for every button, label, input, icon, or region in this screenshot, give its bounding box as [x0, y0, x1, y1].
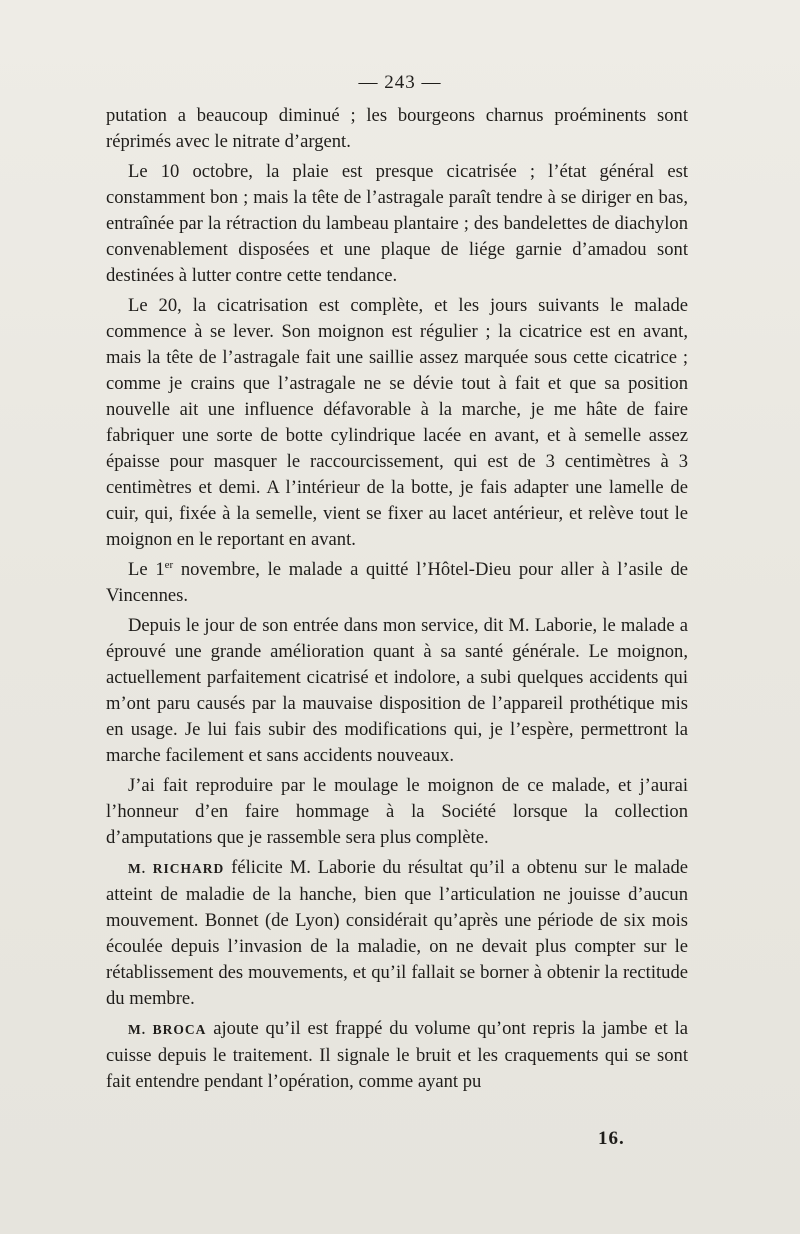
paragraph-october-20: Le 20, la cicatrisation est complète, et les jours suivants le malade commence à se lever. Son moignon est régulier ; la cicatrice est en avant, mais la tête de l’astragale fait une saillie assez marquée sous cette cicatrice ; comme je crains que l’astragale ne se dévie tout à fait et que sa position nouvelle ait une influence défavorable à la marche, je me hâte de faire fabriquer une sorte de botte cylindrique lacée en avant, et à semelle assez épaisse pour masquer le raccourcissement, qui est de 3 centimètres à 3 centimètres et demi. A l’intérieur de la botte, je fais adapter une lamelle de cuir, qui, fixée à la semelle, vient se fixer au lacet antérieur, et relève tout le moignon en le reportant en avant.	[106, 295, 688, 550]
paragraph-amputation-continued: putation a beaucoup diminué ; les bourgeons charnus proéminents sont réprimés avec le nitrate d’argent.	[106, 105, 688, 152]
nov-superscript: er	[164, 558, 174, 571]
paragraph-broca	[106, 1016, 688, 1095]
page-number-header: — 243 —	[358, 72, 442, 93]
broca-text: ajoute qu’il est frappé du volume qu’ont repris la jambe et la cuisse depuis le traitement. Il signale le bruit et les craquements qui se sont fait entendre pendant l’opération, comme ayant pu	[106, 1018, 689, 1092]
nov-after: novembre, le malade a quitté l’Hôtel-Dieu pour aller à l’asile de Vincennes.	[106, 559, 688, 606]
paragraph-laborie-report: Depuis le jour de son entrée dans mon service, dit M. Laborie, le malade a éprouvé une grande amélioration quant à sa santé générale. Le moignon, actuellement parfaitement cicatrisé et indolore, a subi quelques accidents qui m’ont paru causés par la mauvaise disposition de l’appareil prothétique mis en usage. Je lui fais subir des modifications qui, je l’espère, permettront la marche facilement et sans accidents nouveaux.	[106, 615, 688, 766]
paragraph-richard	[106, 855, 688, 1012]
paragraph-october-10: Le 10 octobre, la plaie est presque cicatrisée ; l’état général est constamment bon ; mais la tête de l’astragale paraît tendre à se diriger en bas, entraînée par la rétraction du lambeau plantaire ; des bandelettes de diachylon convenablement disposées et une plaque de liége garnie d’amadou sont destinées à lutter contre cette tendance.	[106, 161, 688, 286]
nov-before: Le	[128, 559, 156, 580]
speaker-broca: M. BROCA	[128, 1022, 207, 1037]
body-text	[106, 103, 688, 1099]
richard-text: félicite M. Laborie du résultat qu’il a obtenu sur le malade atteint de maladie de la hanche, bien que l’articulation ne jouisse d’aucun mouvement. Bonnet (de Lyon) considérait qu’après une période de six mois écoulée depuis l’invasion de la maladie, on ne devait plus compter sur le rétablissement des mouvements, et qu’il fallait se borner à obtenir la rectitude du membre.	[106, 857, 688, 1009]
signature-mark: 16.	[598, 1128, 625, 1149]
paragraph-moulage: J’ai fait reproduire par le moulage le moignon de ce malade, et j’aurai l’honneur d’en faire hommage à la Société lorsque la collection d’amputations que je rassemble sera plus complète.	[106, 775, 688, 848]
paragraph-november-1	[106, 557, 688, 609]
speaker-richard: M. RICHARD	[128, 861, 225, 876]
nov-day: 1	[155, 559, 165, 580]
